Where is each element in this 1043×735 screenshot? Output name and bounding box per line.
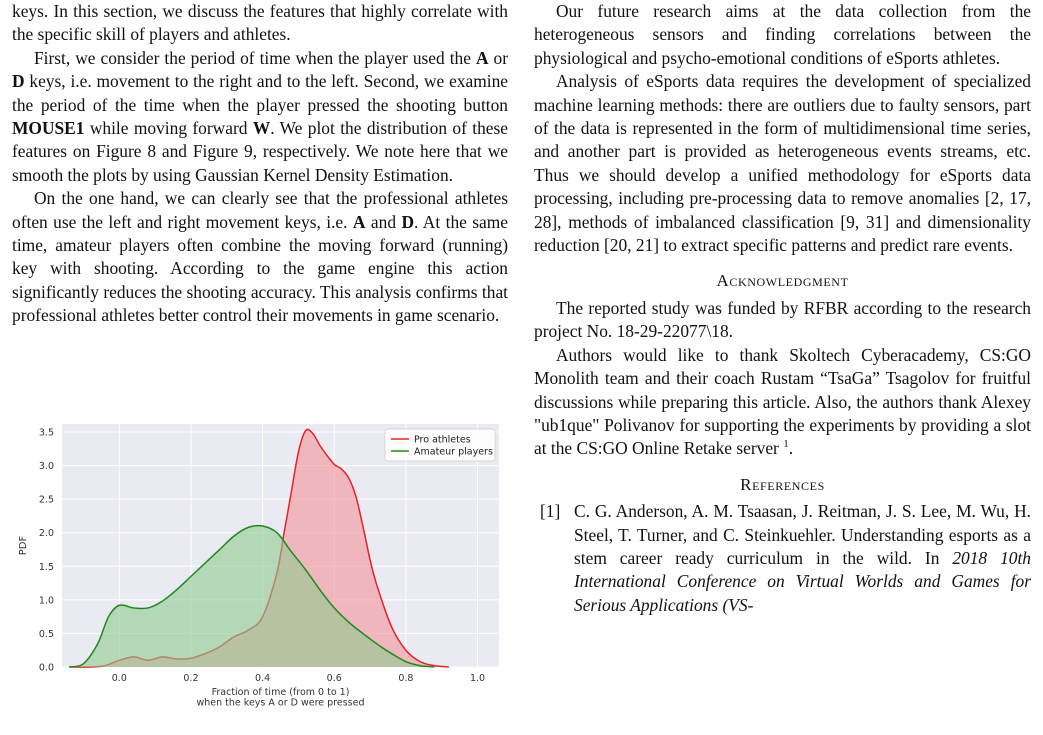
references-heading: References — [740, 474, 825, 494]
y-tick-label: 1.5 — [38, 561, 54, 573]
paragraph-text: or — [488, 47, 508, 68]
reference-venue: 2018 10th International Conference on Virtual Worlds and Games for Serious Applications (VS- — [574, 547, 1031, 615]
reference-item — [534, 500, 1031, 617]
y-axis-label: PDF — [18, 535, 29, 556]
x-tick-label: 1.0 — [469, 673, 486, 684]
y-tick-label: 0.0 — [38, 662, 54, 674]
y-tick-label: 2.0 — [38, 528, 54, 540]
paragraph-text: while moving forward — [84, 118, 253, 139]
footnote-marker[interactable]: 1 — [783, 438, 789, 451]
paragraph-thanks — [534, 344, 1031, 461]
x-tick-label: 0.6 — [326, 673, 342, 684]
reference-number: [1] — [540, 501, 561, 522]
paragraph-text: and — [365, 211, 402, 232]
kde-figure — [12, 418, 508, 730]
key-label: A — [475, 47, 489, 68]
y-tick-label: 1.0 — [38, 595, 54, 607]
paragraph-continued: keys. In this section, we discuss the features that highly correlate with the specific skill of players and athletes. — [12, 1, 508, 45]
y-tick-label: 0.5 — [38, 628, 54, 640]
paragraph-text: keys, i.e. movement to the right and to the left. Second, we examine the period of the time when the player pressed the shooting button — [12, 71, 508, 115]
x-axis-label: when the keys A or D were pressed — [196, 697, 365, 709]
paragraph-text: . — [788, 438, 794, 459]
right-column — [534, 0, 1031, 617]
paragraph-text: . At the same time, amateur players often combine the moving forward (running) key with shooting. According to the game engine this action significantly reduces the shooting accuracy. This analysis confirms that professional athletes better control their movements in game scenario. — [12, 211, 509, 326]
legend-label: Amateur players — [414, 446, 493, 458]
left-column — [12, 0, 508, 328]
key-label: D — [12, 71, 25, 92]
key-label: D — [401, 211, 414, 232]
paragraph-text: On the one hand, we can clearly see that the professional athletes often use the left and right movement keys, i.e. — [12, 188, 508, 232]
paragraph-text: Authors would like to thank Skoltech Cyberacademy, CS:GO Monolith team and their coach Rustam “TsaGa” Tsagolov for fruitful discussions while preparing this article. Also, the authors thank Alexey "ub1que" Polivanov for supporting the experiments by providing a slot at the CS:GO Online Retake server — [534, 344, 1031, 459]
x-tick-label: 0.8 — [398, 673, 414, 684]
kde-chart — [12, 418, 508, 730]
x-tick-label: 0.4 — [255, 673, 271, 684]
acknowledgment-heading: Acknowledgment — [716, 271, 849, 291]
y-tick-label: 3.5 — [38, 427, 54, 439]
key-label: A — [352, 211, 366, 232]
x-tick-label: 0.2 — [183, 673, 199, 684]
paragraph-analysis — [12, 187, 508, 327]
reference-text: C. G. Anderson, A. M. Tsaasan, J. Reitman, J. S. Lee, M. Wu, H. Steel, T. Turner, and C. Steinkuehler. Understanding esports as a stem career ready curriculum in the wild. In — [574, 501, 1031, 568]
paragraph-funding: The reported study was funded by RFBR according to the research project No. 18-29-22077\18. — [534, 297, 1031, 342]
key-label: W — [252, 118, 271, 139]
paragraph-text: . We plot the distribution of these features on Figure 8 and Figure 9, respectively. We note here that we smooth the plots by using Gaussian Kernel Density Estimation. — [12, 118, 508, 185]
chart-legend — [385, 429, 495, 461]
x-tick-label: 0.0 — [111, 673, 127, 684]
paragraph-future-research: Our future research aims at the data collection from the heterogeneous sensors and finding correlations between the physiological and psycho-emotional conditions of eSports athletes. — [534, 1, 1031, 68]
y-tick-label: 2.5 — [38, 494, 54, 506]
legend-label: Pro athletes — [414, 434, 471, 446]
key-label: MOUSE1 — [12, 118, 85, 139]
paragraph-text: First, we consider the period of time when the player used the — [34, 47, 476, 68]
x-axis-label: Fraction of time (from 0 to 1) — [211, 687, 350, 698]
paragraph-features — [12, 47, 508, 187]
paragraph-methods: Analysis of eSports data requires the development of specialized machine learning methods: there are outliers due to faulty sensors, part of the data is represented in the form of multidimensional time series, and another part is provided as heterogeneous events streams, etc. Thus we should develop a unified methodology for eSports data processing, including pre-processing data to remove anomalies [2, 17, 28], methods of imbalanced classification [9, 31] and dimensionality reduction [20, 21] to extract specific patterns and predict rare events. — [534, 71, 1031, 256]
y-tick-label: 3.0 — [38, 461, 54, 473]
